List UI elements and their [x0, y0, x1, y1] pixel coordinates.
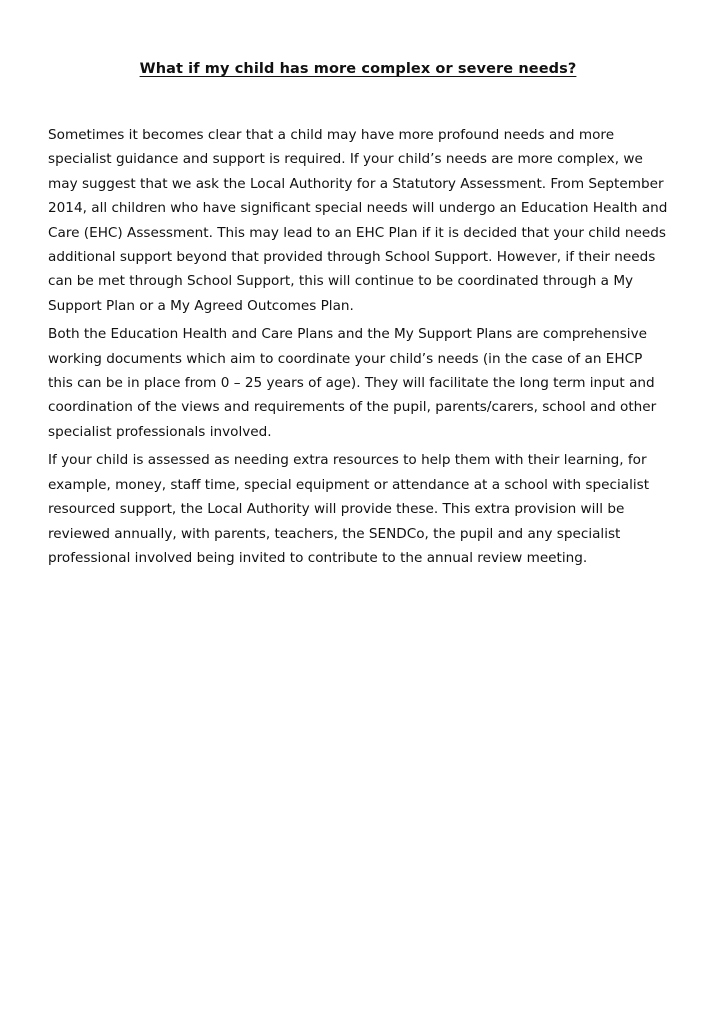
paragraph-extra-resources: If your child is assessed as needing extra resources to help them with their learning, for example, money, staff time, special equipment or attendance at a school with specialist resourced support, the Local Authority will provide these. This extra provision will be reviewed annually, with parents, teachers, the SENDCo, the pupil and any specialist professional involved being invited to contribute to the annual review meeting. — [48, 452, 650, 566]
paragraph-plans-overview: Both the Education Health and Care Plans and the My Support Plans are comprehensive working documents which aim to coordinate your child’s needs (in the case of an EHCP this can be in place from 0 – 25 years of age). They will facilitate the long term input and coordination of the views and requirements of the pupil, parents/carers, school and other specialist professionals involved. — [48, 326, 657, 440]
paragraph-statutory-assessment: Sometimes it becomes clear that a child may have more profound needs and more specialist guidance and support is required. If your child’s needs are more complex, we may suggest that we ask the Local Authority for a Statutory Assessment. From September 2014, all children who have significant special needs will undergo an Education Health and Care (EHC) Assessment. This may lead to an EHC Plan if it is decided that your child needs additional support beyond that provided through School Support. However, if their needs can be met through School Support, this will continue to be coordinated through a My Support Plan or a My Agreed Outcomes Plan. — [48, 127, 668, 314]
document-title: What if my child has more complex or severe needs? — [139, 61, 577, 77]
document-body — [48, 123, 668, 574]
